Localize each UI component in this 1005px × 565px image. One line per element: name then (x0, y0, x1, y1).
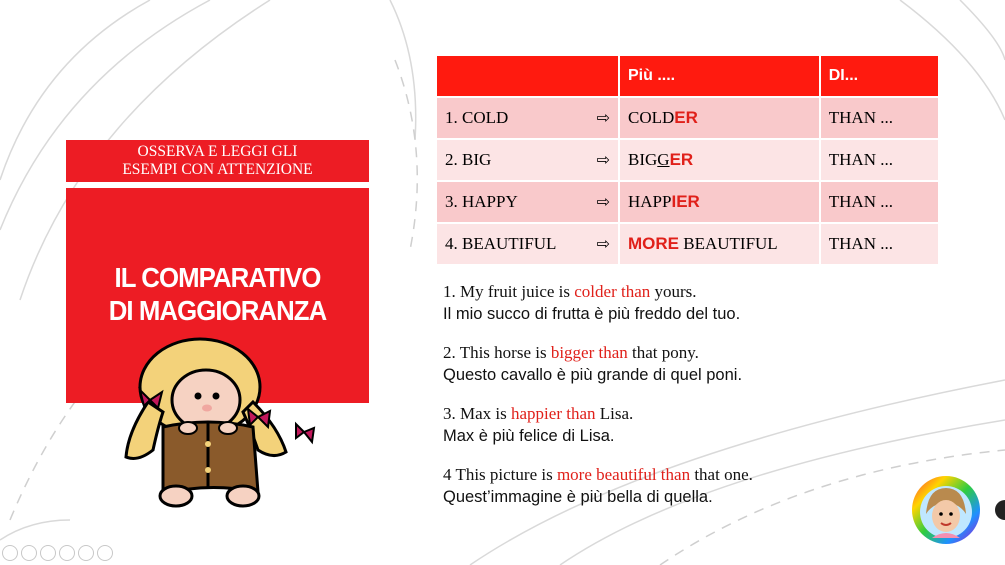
example-sentences (443, 281, 923, 525)
table-row (436, 139, 939, 181)
sentence-end: that pony. (627, 343, 699, 362)
sentence-highlight: happier than (511, 404, 596, 423)
english-sentence (443, 464, 923, 486)
teacher-avatar-icon (910, 474, 982, 546)
nav-next-icon[interactable] (21, 545, 37, 561)
instruction-banner (66, 140, 369, 182)
word-label: 3. HAPPY (445, 192, 518, 211)
comparative-suffix: IER (671, 192, 700, 211)
example-item (443, 281, 923, 325)
slide-nav-controls (2, 545, 113, 561)
nav-more-icon[interactable] (97, 545, 113, 561)
example-item (443, 403, 923, 447)
sentence-start: 4 This picture is (443, 465, 557, 484)
comparative-suffix: ER (674, 108, 698, 127)
comparative-suffix: ER (669, 150, 694, 169)
sentence-end: Lisa. (595, 404, 634, 423)
than-cell: THAN ... (820, 139, 939, 181)
comparative-base: BEAUTIFUL (679, 234, 778, 253)
table-header-row (436, 55, 939, 97)
header-cell-di: DI... (820, 55, 939, 97)
sentence-start: 2. This horse is (443, 343, 551, 362)
english-sentence (443, 281, 923, 303)
than-cell: THAN ... (820, 181, 939, 223)
word-cell (436, 97, 619, 139)
comparative-prefix: MORE (628, 234, 679, 253)
table-row (436, 97, 939, 139)
sentence-highlight: colder than (574, 282, 651, 301)
than-cell: THAN ... (820, 97, 939, 139)
comparative-base: BIG (628, 150, 658, 169)
arrow-right-icon: ⇨ (596, 194, 610, 211)
table-row (436, 181, 939, 223)
nav-prev-icon[interactable] (2, 545, 18, 561)
word-label: 2. BIG (445, 150, 492, 169)
comparative-cell (619, 139, 820, 181)
example-item (443, 342, 923, 386)
than-cell: THAN ... (820, 223, 939, 265)
header-cell-word (436, 55, 619, 97)
comparative-cell (619, 97, 820, 139)
title-line-2: DI MAGGIORANZA (108, 295, 327, 326)
comparative-cell (619, 223, 820, 265)
comparative-base: COLD (628, 108, 675, 127)
table-row (436, 223, 939, 265)
arrow-right-icon: ⇨ (596, 110, 610, 127)
italian-translation: Questo cavallo è più grande di quel poni. (443, 366, 743, 384)
english-sentence (443, 403, 923, 425)
comparative-base: HAPP (628, 192, 672, 211)
comparative-doubled-letter: G (657, 150, 670, 169)
word-label: 4. BEAUTIFUL (445, 234, 557, 253)
banner-line-2: ESEMPI CON ATTENZIONE (122, 161, 313, 178)
title-line-1: IL COMPARATIVO (114, 262, 321, 293)
word-cell (436, 223, 619, 265)
nav-zoom-icon[interactable] (78, 545, 94, 561)
sentence-highlight: bigger than (550, 343, 628, 362)
word-cell (436, 139, 619, 181)
word-cell (436, 181, 619, 223)
sentence-start: 1. My fruit juice is (443, 282, 575, 301)
girl-reading-book-icon (108, 332, 318, 512)
sentence-start: 3. Max is (443, 404, 511, 423)
italian-translation: Max è più felice di Lisa. (443, 427, 615, 445)
header-cell-piu: Più .... (619, 55, 820, 97)
english-sentence (443, 342, 923, 364)
nav-slides-icon[interactable] (59, 545, 75, 561)
comparative-cell (619, 181, 820, 223)
italian-translation: Quest’immagine è più bella di quella. (443, 488, 713, 506)
arrow-right-icon: ⇨ (596, 152, 610, 169)
slide-title (78, 261, 357, 327)
sentence-end: yours. (650, 282, 697, 301)
arrow-right-icon: ⇨ (596, 236, 610, 253)
example-item (443, 464, 923, 508)
comparative-table (435, 54, 940, 266)
banner-line-1: OSSERVA E LEGGI GLI (137, 143, 298, 160)
sentence-end: that one. (690, 465, 753, 484)
side-arrow-button[interactable] (995, 500, 1005, 520)
italian-translation: Il mio succo di frutta è più freddo del tuo. (443, 305, 741, 323)
word-label: 1. COLD (445, 108, 509, 127)
sentence-highlight: more beautiful than (556, 465, 691, 484)
nav-pen-icon[interactable] (40, 545, 56, 561)
